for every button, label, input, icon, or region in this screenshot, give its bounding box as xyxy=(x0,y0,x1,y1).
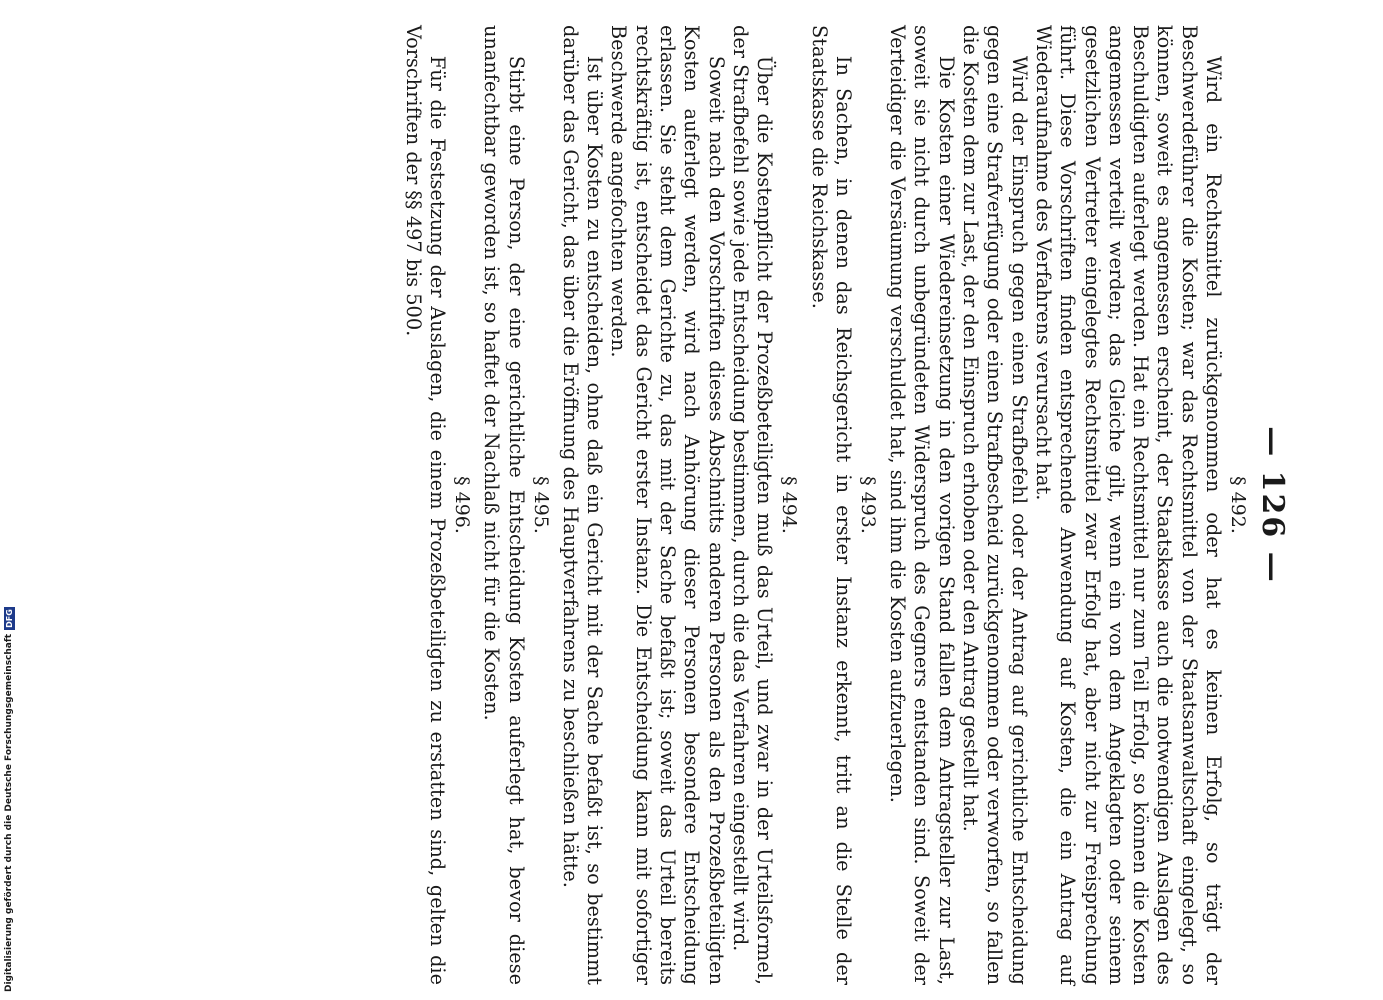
scanned-page xyxy=(120,25,1290,985)
paragraph: Für die Festsetzung der Auslagen, die einem Prozeßbeteiligten zu erstatten sind, gelten die Vorschriften der §§ 497 bis 500. xyxy=(401,25,449,985)
section-496 xyxy=(400,25,473,985)
section-494 xyxy=(558,25,801,985)
credit-text: Digitalisierung gefördert durch die Deutsche Forschungsgemeinschaft xyxy=(4,633,14,992)
section-495 xyxy=(479,25,552,985)
section-heading: § 492. xyxy=(1227,476,1249,534)
digitization-credit xyxy=(0,0,18,1000)
dfg-logo: DFG xyxy=(4,609,14,628)
section-heading: § 493. xyxy=(856,476,879,534)
paragraph: Soweit nach den Vorschriften dieses Abschnitts anderen Personen als den Prozeßbeteiligten Kosten auferlegt werden, wird nach Anhörung dieser Personen besondere Entscheidung erlassen. Sie steht dem Gerichte zu, das mit der Sache befaßt ist; soweit das Urteil bereits rechtskräftig ist, entscheidet das Gericht erster Instanz. Die Entscheidung kann mit sofortiger Beschwerde angefochten werden. xyxy=(607,25,728,985)
paragraph: Wird ein Rechtsmittel zurückgenommen oder hat es keinen Erfolg, so trägt der Beschwerdeführer die Kosten; war das Rechtsmittel von der Staatsanwaltschaft eingelegt, so können, soweit es angemessen erscheint, der Staatskasse auch die notwendigen Auslagen des Beschuldigten auferlegt werden. Hat ein Rechtsmittel nur zum Teil Erfolg, so können die Kosten angemessen verteilt werden; das Gleiche gilt, wenn ein von dem Angeklagten oder seinem gesetzlichen Vertreter eingelegtes Rechtsmittel zwar Erfolg hat, aber nicht zur Freisprechung führt. Diese Vorschriften finden entsprechende Anwendung auf Kosten, die ein Antrag auf Wiederaufnahme des Verfahrens verursacht hat. xyxy=(1031,25,1225,985)
section-heading: § 496. xyxy=(450,476,473,534)
paragraph: In Sachen, in denen das Reichsgericht in erster Instanz erkennt, tritt an die Stelle der Staatskasse die Reichskasse. xyxy=(807,25,855,985)
paragraph: Ist über Kosten zu entscheiden, ohne daß ein Gericht mit der Sache befaßt ist, so bestimmt darüber das Gericht, das über die Eröffnung des Hauptverfahrens zu beschließen hätte. xyxy=(558,25,607,985)
section-heading: § 494. xyxy=(778,476,801,534)
section-493 xyxy=(806,25,879,985)
section-heading: § 495. xyxy=(529,476,552,534)
paragraph: Wird der Einspruch gegen einen Strafbefehl oder der Antrag auf gerichtliche Entscheidung gegen eine Strafverfügung oder einen Strafbescheid zurückgenommen oder verworfen, so fallen die Kosten dem zur Last, der den Einspruch erhoben oder den Antrag gestellt hat. xyxy=(959,25,1031,985)
section-492 xyxy=(885,25,1249,985)
paragraph: Stirbt eine Person, der eine gerichtliche Entscheidung Kosten auferlegt hat, bevor diese unanfechtbar geworden ist, so haftet der Nachlaß nicht für die Kosten. xyxy=(480,25,528,985)
page-number: — 126 — xyxy=(1255,426,1290,584)
paragraph: Über die Kostenpflicht der Prozeßbeteiligten muß das Urteil, und zwar in der Urteilsformel, der Strafbefehl sowie jede Entscheidung bestimmen, durch die das Verfahren eingestellt wird. xyxy=(728,25,777,985)
paragraph: Die Kosten einer Wiedereinsetzung in den vorigen Stand fallen dem Antragsteller zur Last, soweit sie nicht durch unbegründeten Widerspruch des Gegners entstanden sind. Soweit der Verteidiger die Versäumung verschuldet hat, sind ihm die Kosten aufzuerlegen. xyxy=(886,25,958,985)
